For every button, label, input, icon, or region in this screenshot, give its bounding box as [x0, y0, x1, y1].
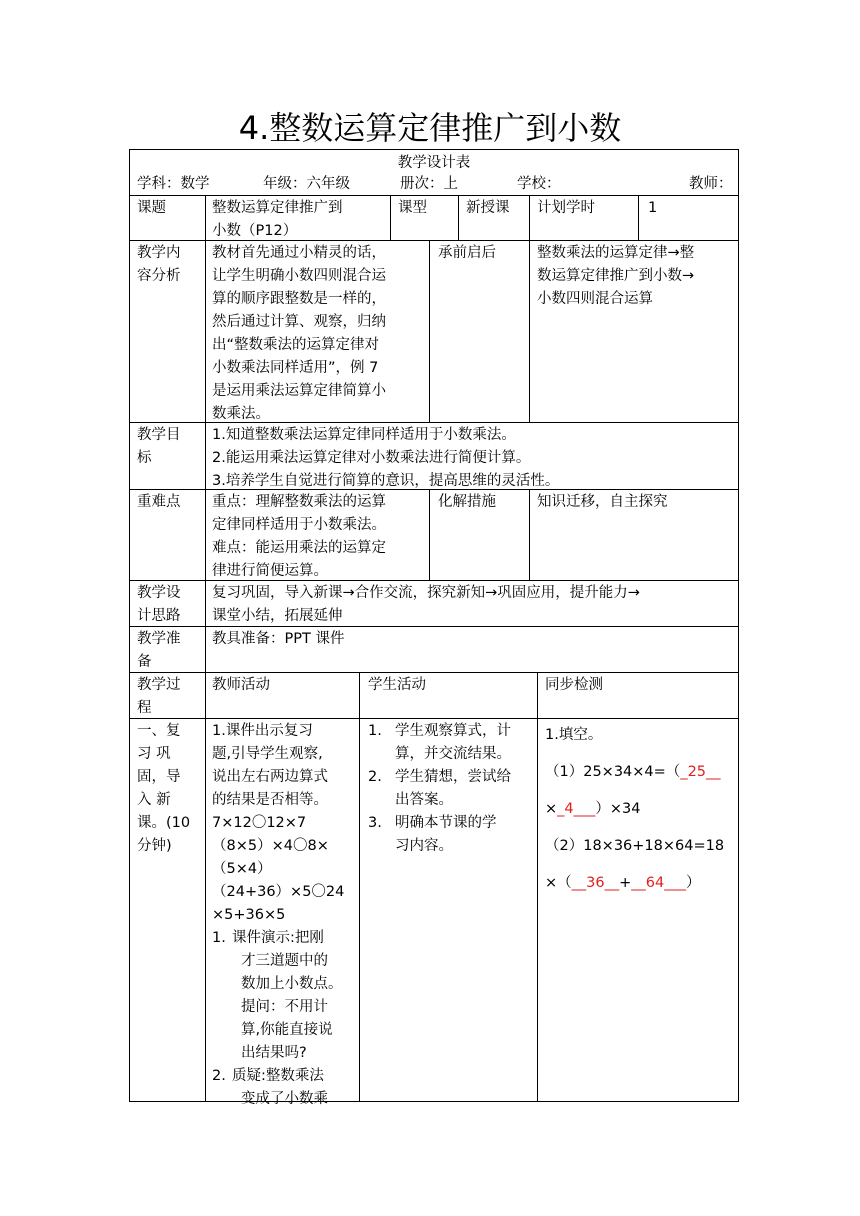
- volume-field: 册次：上: [400, 176, 458, 192]
- school-field: 学校：: [517, 176, 561, 192]
- lesson-type-value: 新授课: [466, 200, 510, 216]
- goal-item: 3.培养学生自觉进行简算的意识，提高思维的灵活性。: [212, 473, 560, 489]
- goals-label: 教学目 标: [137, 427, 181, 466]
- answer-blank: __36__: [571, 875, 620, 891]
- list-item: 2. 质疑:整数乘法: [212, 1068, 324, 1084]
- list-item: 1. 学生观察算式，计: [368, 723, 511, 739]
- student-activity-header: 学生活动: [368, 677, 426, 693]
- table-caption: 教学设计表: [397, 155, 471, 171]
- list-item: 1. 课件演示:把刚: [212, 930, 324, 946]
- teacher-activity-text: 1.课件出示复习 题,引导学生观察, 说出左右两边算式 的结果是否相等。 7×12〇12×7 （8×5）×4〇8× （5×4） （24+36）×5〇24 ×5+36×5: [212, 723, 345, 923]
- planned-hours-value: 1: [648, 200, 658, 216]
- exercise-q2-line1: （2）18×36+18×64=18: [545, 838, 725, 854]
- answer-blank: __64___: [631, 875, 686, 891]
- grade-field: 年级：六年级: [263, 176, 350, 192]
- goal-item: 1.知道整数乘法运算定律同样适用于小数乘法。: [212, 427, 516, 443]
- planned-hours-label: 计划学时: [537, 200, 595, 216]
- list-item: 2. 学生猜想，尝试给: [368, 769, 511, 785]
- design-text: 复习巩固，导入新课→合作交流，探究新知→巩固应用，提升能力→ 课堂小结，拓展延伸: [212, 585, 640, 624]
- key-points-label: 重难点: [137, 494, 181, 510]
- preparation-text: 教具准备：PPT 课件: [212, 631, 345, 647]
- stage-label: 一、复 习 巩 固，导 入 新 课。(10 分钟): [137, 723, 191, 854]
- student-activity-list: 1. 学生观察算式，计 算，并交流结果。 2. 学生猜想，尝试给 出答案。 3. 明确本节课的学 习内容。: [368, 720, 511, 858]
- measures-value: 知识迁移，自主探究: [537, 494, 668, 510]
- preparation-label: 教学准 备: [137, 631, 181, 670]
- sync-check-content: [545, 724, 724, 895]
- exercise-q1-line2: ×_4___）×34: [545, 801, 641, 817]
- document-title: 4.整数运算定律推广到小数: [238, 109, 622, 147]
- teacher-field: 教师：: [689, 176, 733, 192]
- design-label: 教学设 计思路: [137, 585, 181, 624]
- answer-blank: _25__: [680, 764, 721, 780]
- exercise-q1-line1: （1）25×34×4=（_25__: [545, 764, 721, 780]
- exercise-q2-line2: ×（__36__+__64___）: [545, 875, 701, 891]
- teacher-activity-list: 1. 课件演示:把刚 才三道题中的 数加上小数点。 提问：不用计 算,你能直接说 出结果吗? 2. 质疑:整数乘法 变成了小数乘: [212, 927, 343, 1111]
- topic-value: 整数运算定律推广到 小数（P12）: [212, 200, 343, 239]
- goals-list: [212, 424, 559, 493]
- topic-label: 课题: [137, 200, 166, 216]
- link-label: 承前启后: [438, 245, 496, 261]
- link-text: 整数乘法的运算定律→整 数运算定律推广到小数→ 小数四则混合运算: [537, 245, 695, 307]
- teacher-activity-header: 教师活动: [212, 677, 270, 693]
- answer-blank: _4___: [557, 801, 596, 817]
- content-analysis-label: 教学内 容分析: [137, 245, 181, 284]
- process-label: 教学过 程: [137, 677, 181, 716]
- measures-label: 化解措施: [438, 494, 496, 510]
- goal-item: 2.能运用乘法运算定律对小数乘法进行简便计算。: [212, 450, 531, 466]
- list-item: 3. 明确本节课的学: [368, 815, 497, 831]
- lesson-type-label: 课型: [398, 200, 427, 216]
- content-analysis-text: 教材首先通过小精灵的话， 让学生明确小数四则混合运 算的顺序跟整数是一样的， 然后通过计算、观察，归纳 出“整数乘法的运算定律对 小数乘法同样适用”，例 7 是运用乘法运算定律简算小 数乘法。: [212, 245, 386, 422]
- exercise-heading: 1.填空。: [545, 727, 603, 743]
- sync-check-header: 同步检测: [545, 677, 603, 693]
- key-points-text: 重点：理解整数乘法的运算 定律同样适用于小数乘法。 难点：能运用乘法的运算定 律进行简便运算。: [212, 494, 386, 579]
- subject-field: 学科：数学: [137, 176, 210, 192]
